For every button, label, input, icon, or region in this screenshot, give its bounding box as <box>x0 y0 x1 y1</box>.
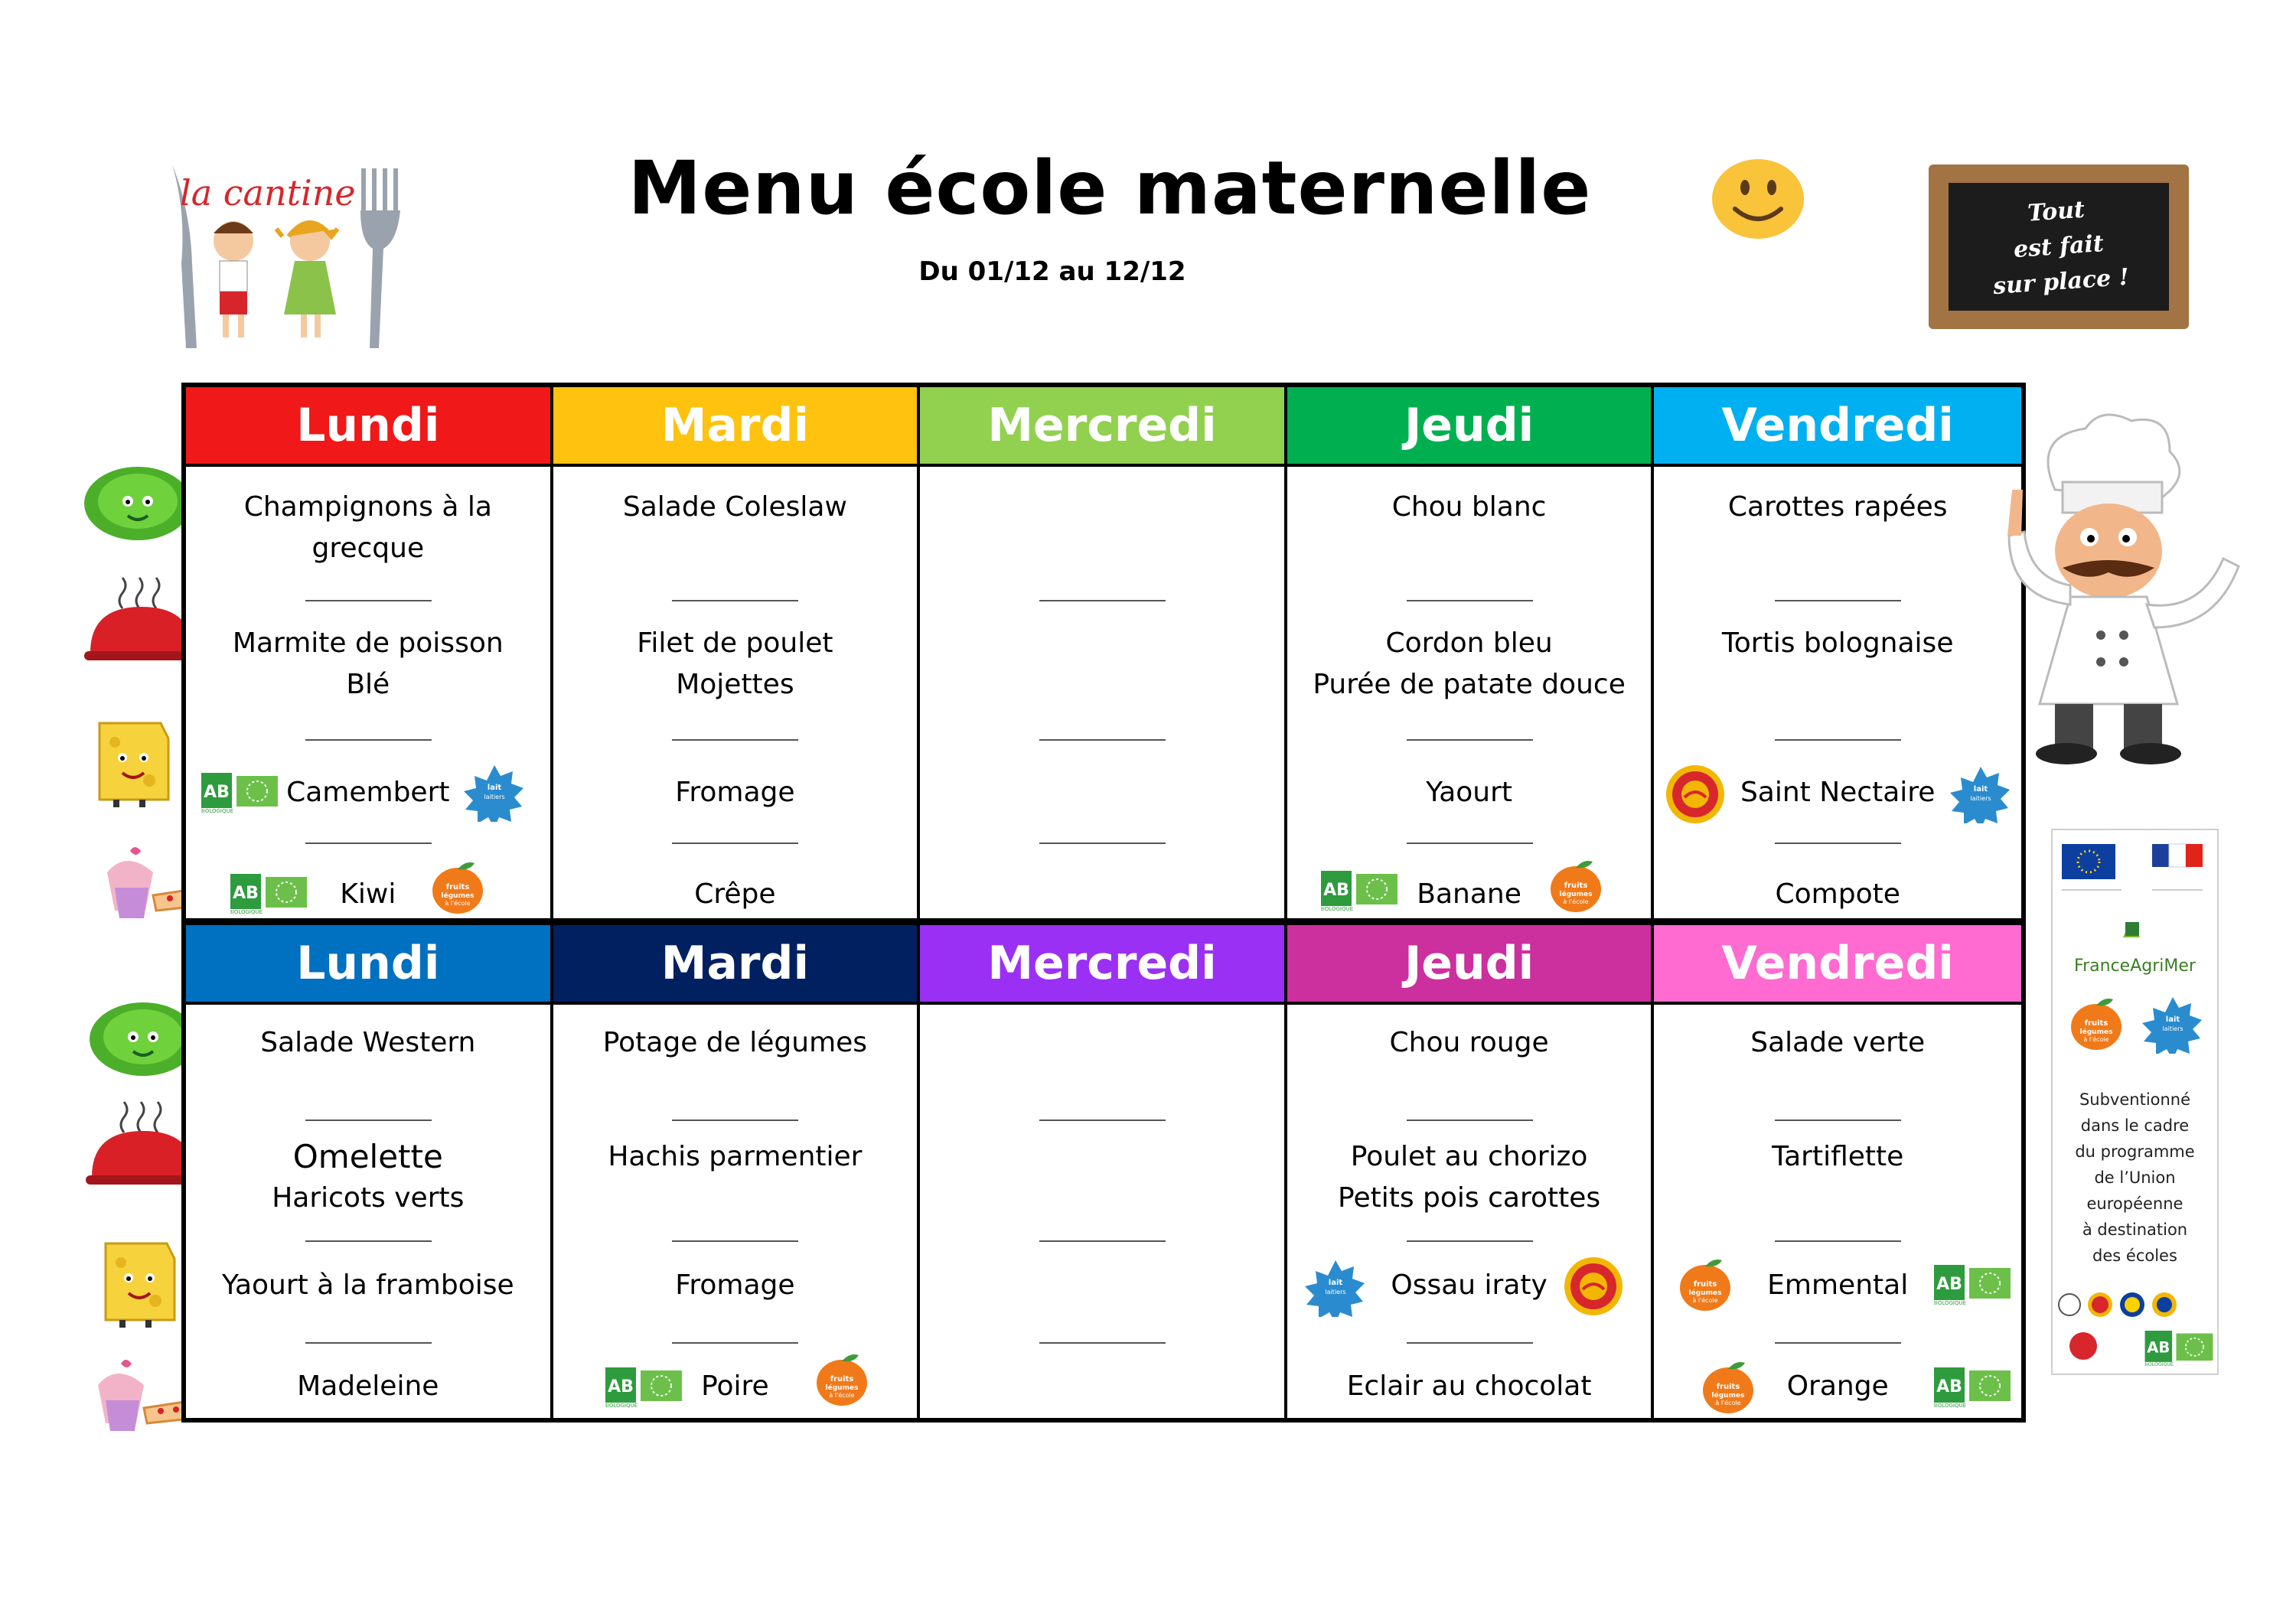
divider <box>672 842 798 844</box>
main-dish: Omelette <box>292 1138 443 1175</box>
cheese: Camembert <box>286 777 450 808</box>
dessert: Kiwi <box>340 878 396 910</box>
divider <box>672 1240 798 1242</box>
chef-illustration <box>1971 406 2246 773</box>
cheese: Ossau iraty <box>1391 1269 1548 1301</box>
cheese: Fromage <box>675 777 795 808</box>
day-column-mardi <box>553 387 921 918</box>
day-column-lundi <box>186 387 553 918</box>
day-column-vendredi <box>1654 387 2021 918</box>
day-column-jeudi <box>1287 925 1655 1418</box>
divider <box>672 739 798 741</box>
day-header: Mercredi <box>920 387 1284 467</box>
day-header: Lundi <box>186 925 550 1005</box>
divider <box>305 1119 432 1121</box>
cheese: Yaourt <box>1426 777 1513 808</box>
starter: Carottes rapées <box>1727 491 1948 523</box>
divider <box>1775 842 1901 844</box>
main-dish: Poulet au chorizo <box>1350 1141 1588 1172</box>
ab-organic-icon <box>230 874 307 915</box>
date-range: Du 01/12 au 12/12 <box>918 256 1186 287</box>
ab-organic-icon <box>1934 1265 2011 1306</box>
divider <box>1775 739 1901 741</box>
fruits-legumes-ecole-icon <box>814 1351 870 1407</box>
starter: Potage de légumes <box>602 1027 868 1058</box>
divider <box>305 1240 432 1242</box>
dessert: Crêpe <box>694 878 776 910</box>
cheese: Fromage <box>675 1269 795 1301</box>
dessert: Madeleine <box>297 1370 439 1402</box>
side-dish: Petits pois carottes <box>1338 1182 1601 1214</box>
starter: Salade Coleslaw <box>622 491 847 523</box>
side-dish: Purée de patate douce <box>1313 669 1626 700</box>
main-dish: Filet de poulet <box>637 627 833 659</box>
smiley-icon <box>1711 157 1810 241</box>
day-header: Mardi <box>553 387 918 467</box>
main-dish: Hachis parmentier <box>608 1141 863 1172</box>
starter: Chou rouge <box>1389 1027 1549 1058</box>
week-1-menu-table <box>181 383 2026 923</box>
ab-organic-icon <box>201 773 278 814</box>
divider <box>1775 1342 1901 1344</box>
side-dish: Haricots verts <box>272 1182 465 1214</box>
fruits-legumes-ecole-icon <box>1677 1256 1733 1312</box>
lait-produits-laitiers-ecole-icon <box>460 761 529 822</box>
day-header: Mercredi <box>920 925 1284 1005</box>
lettuce-icon <box>80 459 195 543</box>
divider <box>1039 1342 1166 1344</box>
chalkboard-sign <box>1929 165 2189 329</box>
divider <box>672 600 798 601</box>
divider <box>1775 1119 1901 1121</box>
week-2-menu-table <box>181 921 2026 1423</box>
la-cantine-logo <box>157 157 409 356</box>
dessert: Orange <box>1786 1370 1889 1402</box>
divider <box>1407 1119 1533 1121</box>
starter: Champignons à la grecque <box>243 491 492 564</box>
divider <box>1407 739 1533 741</box>
eu-funding-card <box>2051 829 2219 1375</box>
fruits-legumes-ecole-icon <box>1548 857 1604 914</box>
lait-produits-laitiers-ecole-icon <box>1301 1256 1370 1317</box>
fruits-legumes-ecole-icon <box>429 859 486 915</box>
dessert: Banane <box>1417 878 1521 910</box>
day-column-mercredi <box>920 387 1287 918</box>
divider <box>305 739 432 741</box>
starter: Chou blanc <box>1391 491 1547 523</box>
divider <box>1407 1240 1533 1242</box>
day-column-mardi <box>553 925 921 1418</box>
fruits-legumes-ecole-icon <box>1700 1358 1756 1415</box>
ab-organic-icon <box>1934 1367 2011 1409</box>
divider <box>672 1119 798 1121</box>
starter: Salade Western <box>260 1027 476 1058</box>
divider <box>1039 842 1166 844</box>
dessert: Compote <box>1775 878 1900 910</box>
divider <box>1039 739 1166 741</box>
divider <box>305 1342 432 1344</box>
divider <box>1039 1240 1166 1242</box>
divider <box>1039 1119 1166 1121</box>
divider <box>672 1342 798 1344</box>
aop-label-icon <box>1563 1256 1624 1317</box>
eu-funding-text: Subventionné dans le cadre du programme de l’Union européenne à destination des écoles <box>2075 1090 2195 1265</box>
starter: Salade verte <box>1750 1027 1926 1058</box>
cheese-icon <box>92 708 191 807</box>
aop-label-icon <box>1665 764 1726 825</box>
main-dish: Tartiflette <box>1772 1141 1904 1172</box>
divider <box>1775 1240 1901 1242</box>
divider <box>1407 1342 1533 1344</box>
dessert: Eclair au chocolat <box>1346 1370 1592 1402</box>
day-column-mercredi <box>920 925 1287 1418</box>
side-dish: Blé <box>346 669 390 700</box>
cheese: Saint Nectaire <box>1740 777 1936 808</box>
divider <box>1775 600 1901 601</box>
agency-name: FranceAgriMer <box>2074 957 2196 976</box>
divider <box>305 600 432 601</box>
day-header: Vendredi <box>1654 925 2021 1005</box>
day-column-vendredi <box>1654 925 2021 1418</box>
main-dish: Tortis bolognaise <box>1721 627 1954 659</box>
cheese: Yaourt à la framboise <box>221 1269 514 1301</box>
cheese: Emmental <box>1767 1269 1909 1301</box>
side-dish: Mojettes <box>676 669 794 700</box>
main-dish: Cordon bleu <box>1385 627 1553 659</box>
chalkboard-text: Tout est fait sur place ! <box>1992 196 2131 300</box>
page-title: Menu école maternelle <box>628 145 1592 231</box>
ab-organic-icon <box>1321 871 1397 912</box>
day-header: Lundi <box>186 387 550 467</box>
day-column-jeudi <box>1287 387 1655 918</box>
day-header: Vendredi <box>1654 387 2021 467</box>
day-header: Jeudi <box>1287 387 1652 467</box>
divider <box>1407 600 1533 601</box>
logo-text: la cantine <box>180 172 356 213</box>
main-dish: Marmite de poisson <box>232 627 504 659</box>
day-column-lundi <box>186 925 553 1418</box>
ab-organic-icon <box>605 1367 682 1409</box>
day-header: Jeudi <box>1287 925 1652 1005</box>
divider <box>305 842 432 844</box>
divider <box>1407 842 1533 844</box>
dessert: Poire <box>701 1370 769 1402</box>
divider <box>1039 600 1166 601</box>
day-header: Mardi <box>553 925 918 1005</box>
